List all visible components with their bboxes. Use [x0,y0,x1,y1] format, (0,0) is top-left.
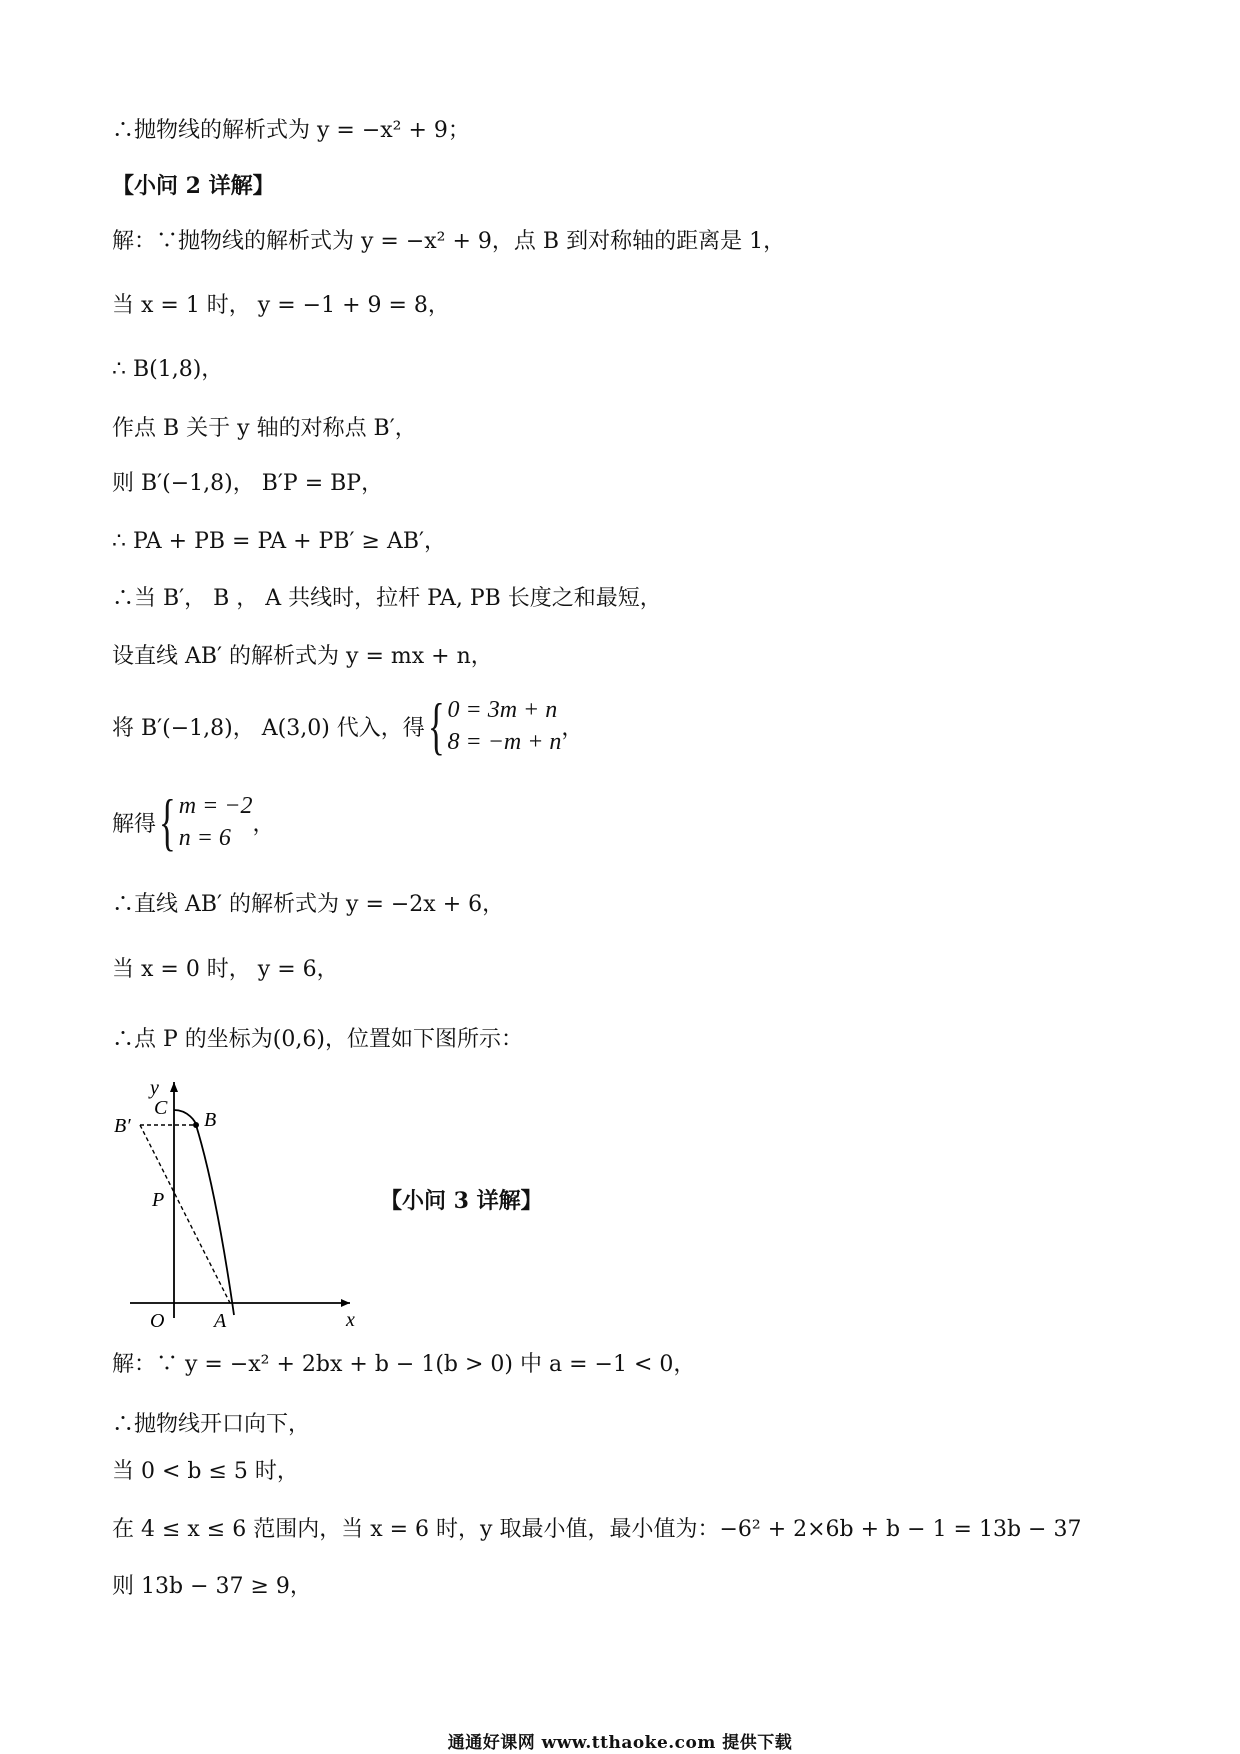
text-line: 设直线 AB′ 的解析式为 y = mx + n， [112,644,493,669]
brace: { [427,690,445,761]
text-line: 解：∵ y = −x² + 2bx + b − 1(b > 0) 中 a = −1 < 0， [112,1352,696,1377]
text-line: 解得 [112,811,157,837]
text-line: ∴ PA + PB = PA + PB′ ≥ AB′， [112,529,446,554]
equation-system-2 [112,786,275,857]
equation-system-1 [112,690,584,761]
label-a: A [214,1310,227,1330]
equation: n = 6 [178,825,231,851]
text-line: 在 4 ≤ x ≤ 6 范围内，当 x = 6 时，y 取最小值，最小值为：−6² + 2×6b + b − 1 = 13b − 37 [112,1517,1082,1542]
label-x: x [346,1309,355,1330]
text-line: ∴抛物线开口向下， [112,1412,311,1437]
y-axis-arrow [170,1082,178,1092]
text-line: 作点 B 关于 y 轴的对称点 B′， [112,416,417,441]
x-axis-arrow [341,1299,350,1307]
text-line: 当 x = 0 时， y = 6， [112,957,339,982]
label-y: y [150,1077,159,1099]
label-c: C [154,1097,168,1119]
parabola-curve [174,1110,234,1315]
equation: 0 = 3m + n [447,697,558,723]
equation: 8 = −m + n [447,729,562,755]
section-heading-2: 【小问 2 详解】 [112,173,275,199]
label-o: O [150,1310,165,1330]
text-line: 当 x = 1 时， y = −1 + 9 = 8， [112,293,450,318]
text-line: ∴当 B′， B ， A 共线时，拉杆 PA, PB 长度之和最短， [112,586,662,611]
label-b: B [204,1109,217,1131]
footer-watermark: 通通好课网 www.tthaoke.com 提供下载 [447,1733,793,1753]
equation: m = −2 [178,793,253,819]
text-line: 则 B′(−1,8)， B′P = BP， [112,471,384,496]
brace: { [158,786,176,857]
punctuation: ， [561,715,584,741]
text-line: 解：∵抛物线的解析式为 y = −x² + 9，点 B 到对称轴的距离是 1， [112,229,786,254]
point-b [193,1122,199,1128]
text-line: ∴ B(1,8)， [112,357,224,382]
label-b-prime: B′ [114,1115,131,1137]
label-p: P [152,1189,165,1211]
text-line: ∴点 P 的坐标为(0,6)，位置如下图所示： [112,1027,523,1052]
punctuation: ， [252,811,275,837]
text-line: ∴抛物线的解析式为 y = −x² + 9； [112,118,470,143]
text-line: 则 13b − 37 ≥ 9， [112,1574,312,1599]
text-line: ∴直线 AB′ 的解析式为 y = −2x + 6， [112,892,505,917]
section-heading-3: 【小问 3 详解】 [380,1188,543,1214]
parabola-figure [110,1070,370,1330]
text-line: 当 0 < b ≤ 5 时， [112,1459,299,1484]
text-line: 将 B′(−1,8)， A(3,0) 代入，得 [112,715,425,741]
